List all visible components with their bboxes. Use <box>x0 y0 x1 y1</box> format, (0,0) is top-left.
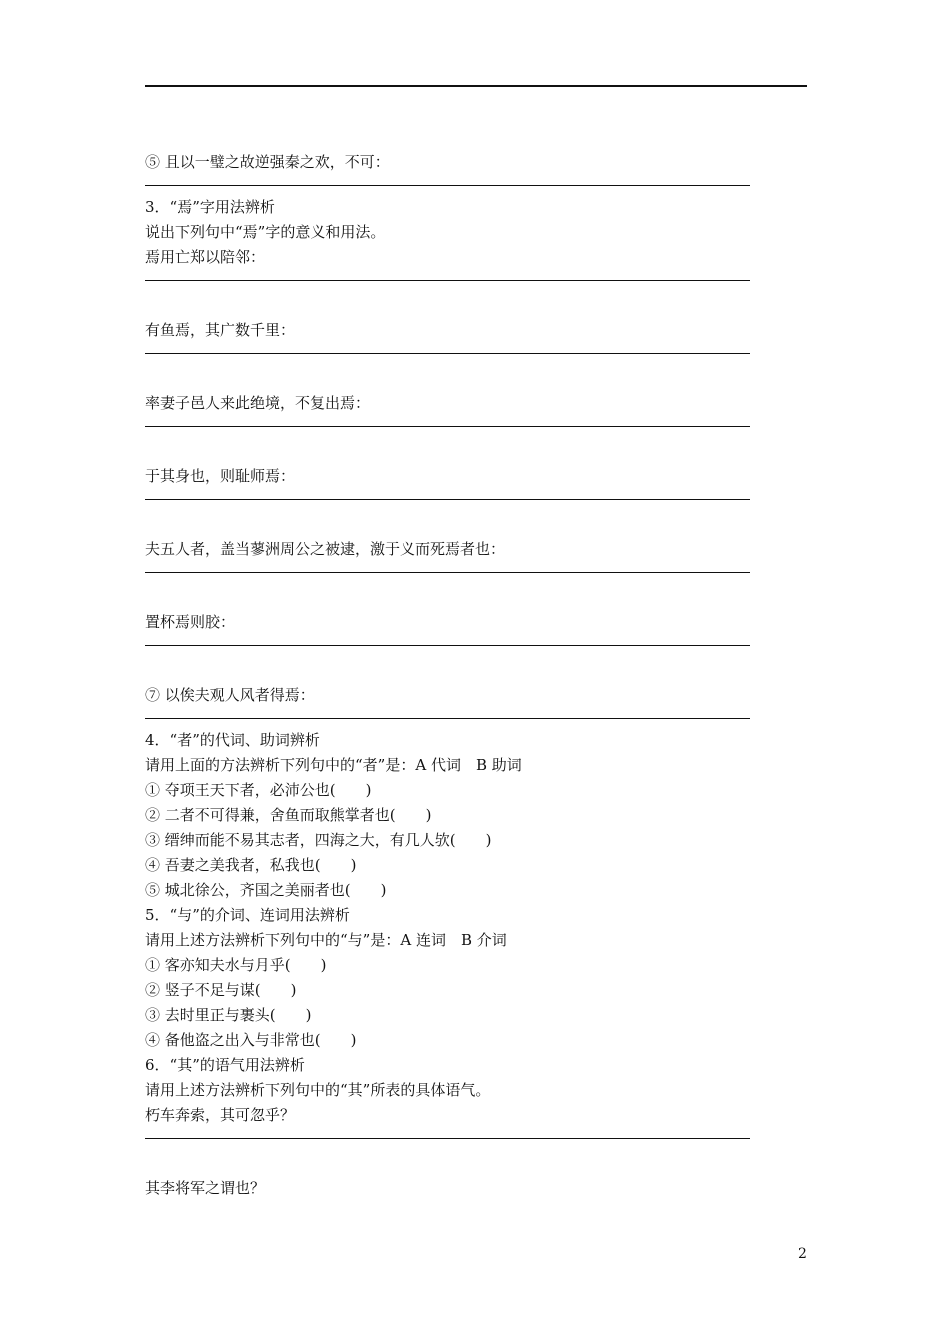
question-line: ② 竖子不足与谋( ) <box>145 981 297 999</box>
question-line: ③ 去时里正与裹头( ) <box>145 1006 312 1024</box>
question-line: ② 二者不可得兼，舍鱼而取熊掌者也( ) <box>145 806 432 824</box>
top-answer-line <box>145 85 807 87</box>
question-line: ⑤ 城北徐公，齐国之美丽者也( ) <box>145 881 387 899</box>
answer-line <box>145 489 750 509</box>
question-line: ① 客亦知夫水与月乎( ) <box>145 956 327 974</box>
instruction-text: 说出下列句中“焉”字的意义和用法。 <box>145 223 386 241</box>
answer-line <box>145 635 750 655</box>
document-body <box>145 150 750 1201</box>
instruction-text: 请用上述方法辨析下列句中的“其”所表的具体语气。 <box>145 1081 491 1099</box>
page-number: 2 <box>798 1246 807 1262</box>
answer-line <box>145 562 750 582</box>
question-line: 夫五人者，盖当蓼洲周公之被逮，激于义而死焉者也： <box>145 540 506 558</box>
answer-line <box>145 175 750 195</box>
answer-line <box>145 270 750 290</box>
question-line: ④ 吾妻之美我者，私我也( ) <box>145 856 357 874</box>
question-line: ③ 缙绅而能不易其志者，四海之大，有几人欤( ) <box>145 831 492 849</box>
question-line: 置杯焉则胶： <box>145 613 236 631</box>
question-line: 其李将军之谓也？ <box>145 1179 266 1197</box>
section-heading: 3．“焉”字用法辨析 <box>145 198 275 216</box>
answer-line <box>145 708 750 728</box>
question-line: ④ 备他盗之出入与非常也( ) <box>145 1031 357 1049</box>
question-line: ⑤ 且以一璧之故逆强秦之欢，不可： <box>145 153 390 171</box>
section-heading: 5．“与”的介词、连词用法辨析 <box>145 906 350 924</box>
section-heading: 6．“其”的语气用法辨析 <box>145 1056 305 1074</box>
instruction-text: 请用上述方法辨析下列句中的“与”是：A 连词 B 介词 <box>145 931 507 949</box>
question-line: 有鱼焉，其广数千里： <box>145 321 296 339</box>
answer-line <box>145 416 750 436</box>
question-line: 焉用亡郑以陪邻： <box>145 248 266 266</box>
instruction-text: 请用上面的方法辨析下列句中的“者”是：A 代词 B 助词 <box>145 756 522 774</box>
question-line: 于其身也，则耻师焉： <box>145 467 296 485</box>
section-heading: 4．“者”的代词、助词辨析 <box>145 731 320 749</box>
answer-line <box>145 1128 750 1148</box>
question-line: 朽车奔索，其可忽乎？ <box>145 1106 296 1124</box>
question-line: ⑦ 以俟夫观人风者得焉： <box>145 686 315 704</box>
question-line: 率妻子邑人来此绝境，不复出焉： <box>145 394 371 412</box>
question-line: ① 夺项王天下者，必沛公也( ) <box>145 781 372 799</box>
answer-line <box>145 343 750 363</box>
